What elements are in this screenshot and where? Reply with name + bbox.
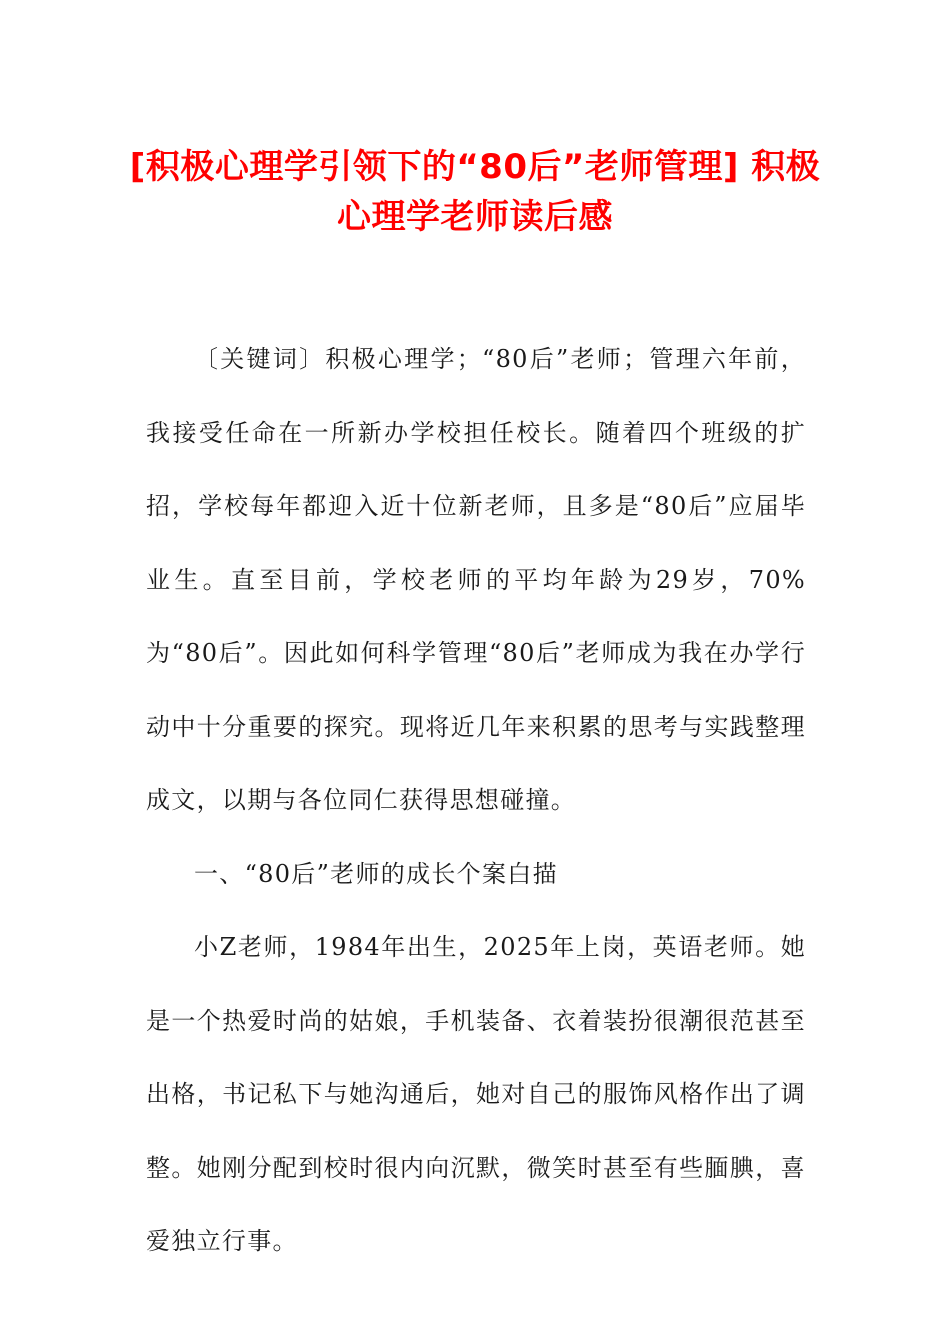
paragraph-intro: 〔关键词〕积极心理学；“80后”老师；管理六年前，我接受任命在一所新办学校担任校长。随着四个班级的扩招，学校每年都迎入近十位新老师，且多是“80后”应届毕业生。直至目前，学校老师的平均年龄为29岁，70%为“80后”。因此如何科学管理“80后”老师成为我在办学行动中十分重要的探究。现将近几年来积累的思考与实践整理成文，以期与各位同仁获得思想碰撞。 xyxy=(146,345,806,814)
section-heading: 一、“80后”老师的成长个案白描 xyxy=(194,859,558,888)
document-title: [积极心理学引领下的“80后”老师管理] 积极心理学老师读后感 xyxy=(129,147,821,237)
paragraph-case: 小Z老师，1984年出生，2025年上岗，英语老师。她是一个热爱时尚的姑娘，手机装备、衣着装扮很潮很范甚至出格，书记私下与她沟通后，她对自己的服饰风格作出了调整。她刚分配到校时很内向沉默，微笑时甚至有些腼腆，喜爱独立行事。 xyxy=(146,933,806,1255)
document-body xyxy=(146,323,806,1279)
